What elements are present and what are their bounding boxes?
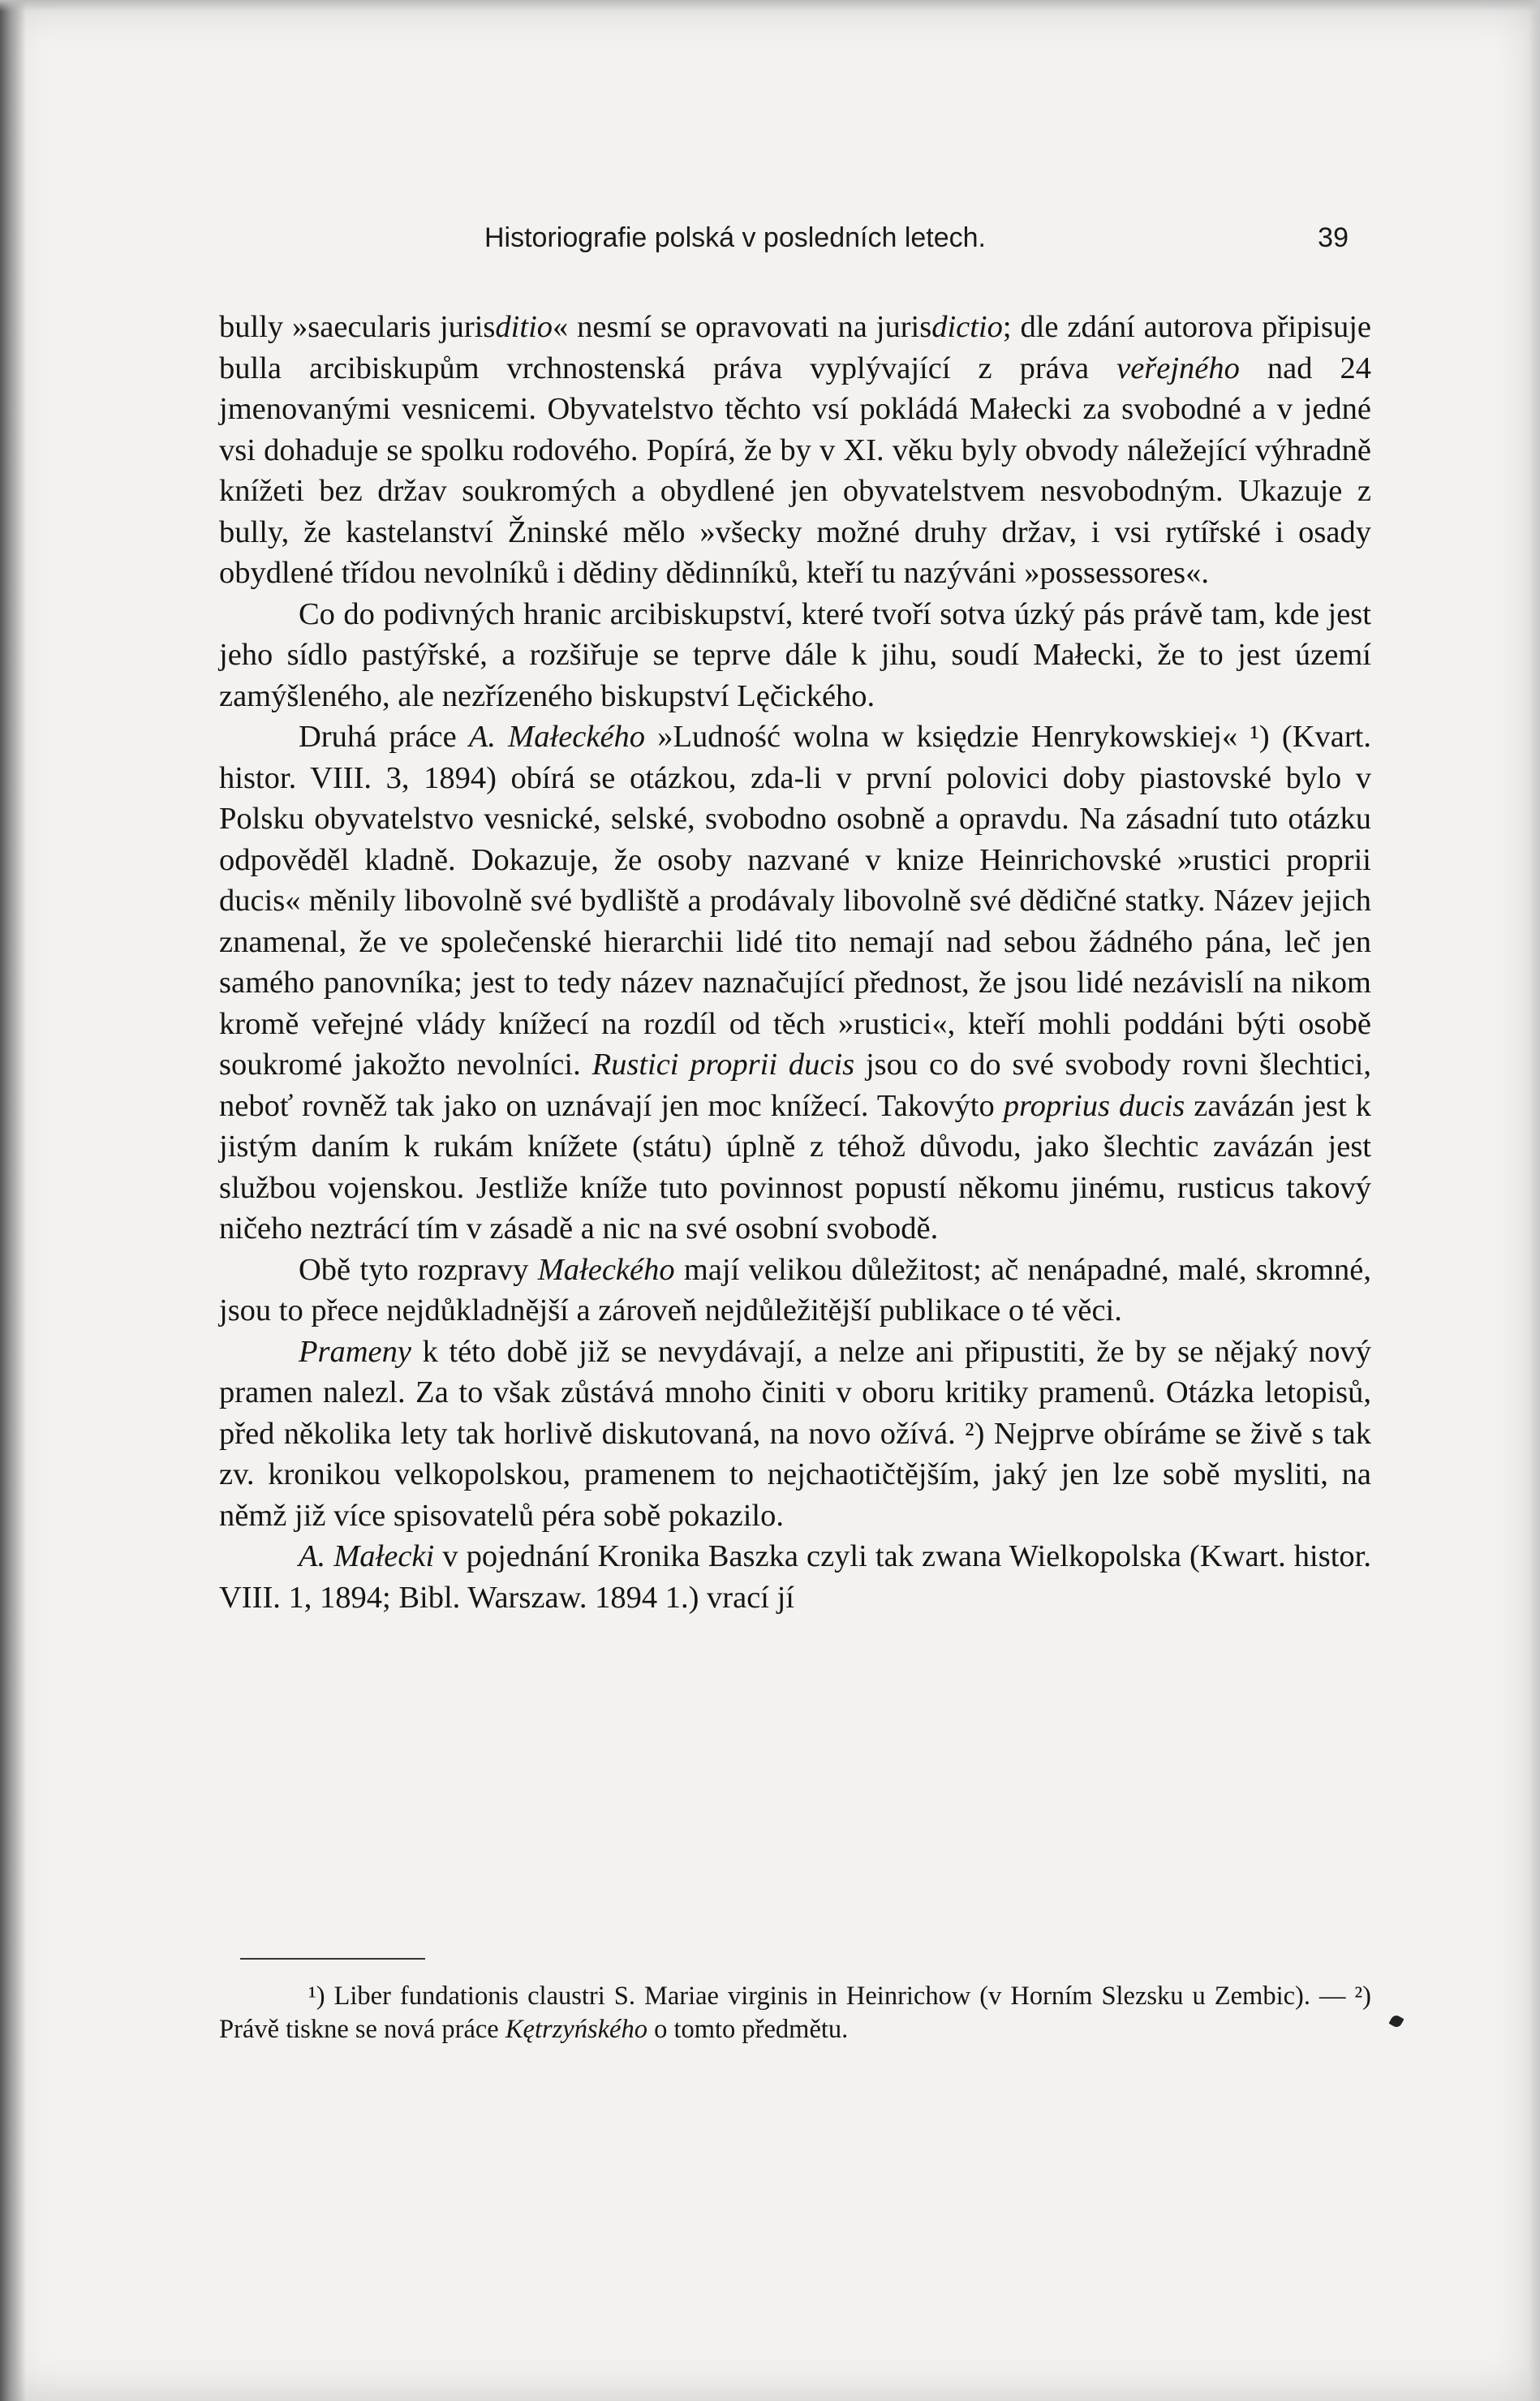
- ink-mark: [1388, 2013, 1404, 2029]
- text-segment: mají velikou důležitost; ač nenápadné, malé, skromné, jsou to přece nejdůkladnější a zároveň nejdůležitější publikace o té věci.: [219, 1252, 1371, 1327]
- italic-segment: Małeckého: [537, 1252, 675, 1287]
- italic-segment: Kętrzyńského: [505, 2015, 647, 2044]
- text-segment: bully »saecularis juris: [219, 310, 496, 344]
- page-number: 39: [1318, 222, 1349, 253]
- paragraph-4: [219, 1250, 1371, 1332]
- text-segment: Obě tyto rozpravy: [299, 1252, 538, 1287]
- text-segment: jsou co do své svobody rovni šlechtici, neboť rovněž tak jako on uznávají jen moc knížecí. Takovýto: [219, 1048, 1372, 1123]
- right-page-edge: [1529, 0, 1540, 2401]
- paragraph-5: [219, 1332, 1371, 1537]
- italic-segment: veřejného: [1116, 351, 1240, 385]
- paragraph-1: [219, 307, 1371, 594]
- italic-segment: dictio: [931, 310, 1003, 344]
- text-segment: zavázán jest k jistým daním k rukám knížete (státu) úplně z téhož důvodu, jako šlechtic zavázán jest službou vojenskou. Jestliže kníže tuto povinnost popustí někomu jinému, rusticus takový ničeho neztrácí tím v zásadě a nic na své osobní svobodě.: [219, 1088, 1372, 1246]
- running-header: [219, 222, 1349, 263]
- running-header-title: Historiografie polská v posledních letech.: [484, 222, 986, 253]
- text-segment: ¹) Liber fundationis claustri S. Mariae virginis in Heinrichow (v Horním Slezsku u Zembic). — ²) Právě tiskne se nová práce: [219, 1981, 1371, 2044]
- paragraph-3: [219, 716, 1371, 1250]
- body-text: [219, 307, 1371, 1618]
- italic-segment: proprius ducis: [1003, 1088, 1185, 1123]
- text-segment: nad 24 jmenovanými vesnicemi. Obyvatelstvo těchto vsí pokládá Małecki za svobodné a v jedné vsi dohaduje se spolku rodového. Popírá, že by v XI. věku byly obvody náležející výhradně knížeti bez držav soukromých a obydlené jen obyvatelstvem nesvobodným. Ukazuje z bully, že kastelanství Žninské mělo »všecky možné druhy držav, i vsi rytířské i osady obydlené třídou nevolníků i dědiny dědinníků, kteří tu nazýváni »possessores«.: [219, 351, 1371, 590]
- italic-segment: Rustici proprii ducis: [591, 1048, 855, 1082]
- top-page-edge: [0, 0, 1540, 11]
- text-segment: »Ludność wolna w księdzie Henrykowskiej« ¹) (Kvart. histor. VIII. 3, 1894) obírá se otázkou, zda-li v první polovici doby piastovské bylo v Polsku obyvatelstvo vesnické, selské, svobodno osobně a opravdu. Na zásadní tuto otázku odpověděl kladně. Dokazuje, že osoby nazvané v knize Heinrichovské »rustici proprii ducis« měnily libovolně své bydliště a prodávaly libovolně své dědičné statky. Název jejich znamenal, že ve společenské hierarchii lidé tito nemají nad sebou žádného pána, leč jen samého panovníka; jest to tedy název naznačující přednost, že jsou lidé nezávislí na nikom kromě veřejné vlády knížecí na rozdíl od těch »rustici«, kteří mohli poddáni býti osobě soukromé jakožto nevolníci.: [219, 720, 1371, 1082]
- text-segment: k této době již se nevydávají, a nelze ani připustiti, že by se nějaký nový pramen nalezl. Za to však zůstává mnoho činiti v oboru kritiky pramenů. Otázka letopisů, před několika lety tak horlivě diskutovaná, na novo ožívá. ²) Nejprve obíráme se živě s tak zv. kronikou velkopolskou, pramenem to nejchaotičtějším, jaký jen lze sobě mysliti, na němž již více spisovatelů péra sobě pokazilo.: [219, 1334, 1371, 1533]
- italic-segment: A. Małecki: [299, 1539, 435, 1573]
- footnote: [219, 1980, 1371, 2046]
- italic-segment: ditio: [495, 310, 553, 344]
- text-segment: « nesmí se opravovati na juris: [553, 310, 932, 344]
- binding-shadow: [0, 0, 26, 2401]
- text-segment: ; dle zdání autorova připisuje bulla arcibiskupům vrchnostenská práva vyplývající z práva: [219, 310, 1371, 385]
- italic-segment: A. Małeckého: [468, 720, 646, 754]
- paragraph-2: [219, 594, 1371, 717]
- italic-segment: Prameny: [299, 1334, 411, 1369]
- text-segment: Druhá práce: [299, 720, 469, 754]
- text-segment: v pojednání Kronika Baszka czyli tak zwana Wielkopolska (Kwart. histor. VIII. 1, 1894; Bibl. Warszaw. 1894 1.) vrací jí: [219, 1539, 1371, 1615]
- text-segment: o tomto předmětu.: [647, 2015, 849, 2044]
- paragraph-6: [219, 1536, 1371, 1618]
- footnote-divider: [240, 1958, 425, 1960]
- text-segment: Co do podivných hranic arcibiskupství, které tvoří sotva úzký pás právě tam, kde jest jeho sídlo pastýřské, a rozšiřuje se teprve dále k jihu, soudí Małecki, že to jest území zamýšleného, ale nezřízeného biskupství Lęčického.: [219, 596, 1371, 713]
